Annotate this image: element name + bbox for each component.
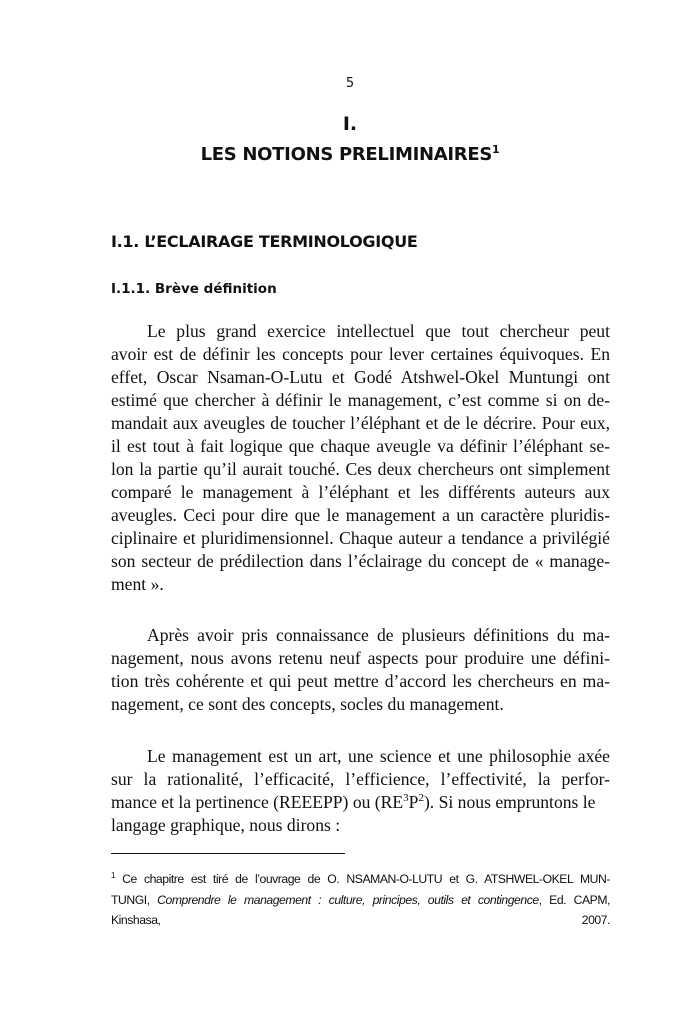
subsection-heading: I.1.1. Brève définition [111, 281, 277, 297]
section-heading: I.1. L’ECLAIRAGE TERMINOLOGIQUE [111, 232, 418, 251]
text: mance et la pertinence (REEEPP) ou (RE [111, 792, 404, 812]
paragraph-line: mandait aux aveugles de toucher l’éléphant et de le décrire. Pour eux, [111, 413, 610, 433]
text: P [408, 792, 419, 812]
paragraph-line: tion très cohérente et qui peut mettre d’accord les chercheurs en ma- [111, 671, 610, 691]
text: Ce chapitre est tiré de l’ouvrage de O. NSAMAN-O-LUTU et G. ATSHWEL-OKEL MUN- [122, 872, 610, 887]
page-number: 5 [345, 76, 355, 91]
superscript: 2 [418, 792, 424, 805]
footnote [111, 866, 610, 931]
chapter-number: I. [342, 113, 358, 135]
paragraph-line: lon la partie qu’il aurait touché. Ces deux chercheurs ont simplement [111, 459, 610, 479]
text: ). Si nous empruntons le [423, 792, 596, 812]
footnote-line [111, 890, 610, 911]
paragraph-line: ciplinaire et pluridimensionnel. Chaque auteur a tendance a privilégié [111, 528, 610, 548]
paragraph-line: sur la rationalité, l’efficacité, l’efficience, l’effectivité, la perfor- [111, 769, 610, 789]
footnote-separator [111, 853, 345, 854]
paragraph-line: son secteur de prédilection dans l’éclairage du concept de « manage- [111, 551, 610, 571]
footnote-line [111, 866, 610, 890]
paragraph-3 [111, 745, 610, 837]
paragraph-line: effet, Oscar Nsaman-O-Lutu et Godé Atshwel-Okel Muntungi ont [111, 367, 610, 387]
book-title: Comprendre le management : culture, principes, outils et contingence [157, 892, 539, 907]
footnote-line: Kinshasa, 2007. [111, 913, 610, 928]
paragraph-line: comparé le management à l’éléphant et les différents auteurs aux [111, 482, 610, 502]
text: TUNGI, [111, 892, 158, 907]
footnote-marker: 1 [111, 871, 115, 880]
paragraph-line: ment ». [111, 574, 164, 594]
chapter-title [0, 143, 700, 165]
text: , Ed. CAPM, [538, 892, 610, 907]
paragraph-2 [111, 624, 610, 716]
paragraph-line [111, 791, 610, 814]
superscript: 3 [403, 792, 409, 805]
paragraph-line: langage graphique, nous dirons : [111, 815, 341, 835]
paragraph-line: Le plus grand exercice intellectuel que tout chercheur peut [147, 321, 610, 341]
paragraph-line: il est tout à fait logique que chaque aveugle va définir l’éléphant se- [111, 436, 610, 456]
paragraph-line: nagement, nous avons retenu neuf aspects pour produire une défini- [111, 648, 610, 668]
paragraph-line: avoir est de définir les concepts pour lever certaines équivoques. En [111, 344, 610, 364]
footnote-ref: 1 [492, 143, 500, 156]
paragraph-line: aveugles. Ceci pour dire que le management a un caractère pluridis- [111, 505, 610, 525]
paragraph-line: Le management est un art, une science et une philosophie axée [147, 746, 610, 766]
paragraph-line: nagement, ce sont des concepts, socles du management. [111, 694, 504, 714]
paragraph-1 [111, 320, 610, 596]
paragraph-line: Après avoir pris connaissance de plusieurs définitions du ma- [147, 625, 610, 645]
paragraph-line: estimé que chercher à définir le management, c’est comme si on de- [111, 390, 610, 410]
chapter-title-text: LES NOTIONS PRELIMINAIRES [200, 144, 492, 165]
